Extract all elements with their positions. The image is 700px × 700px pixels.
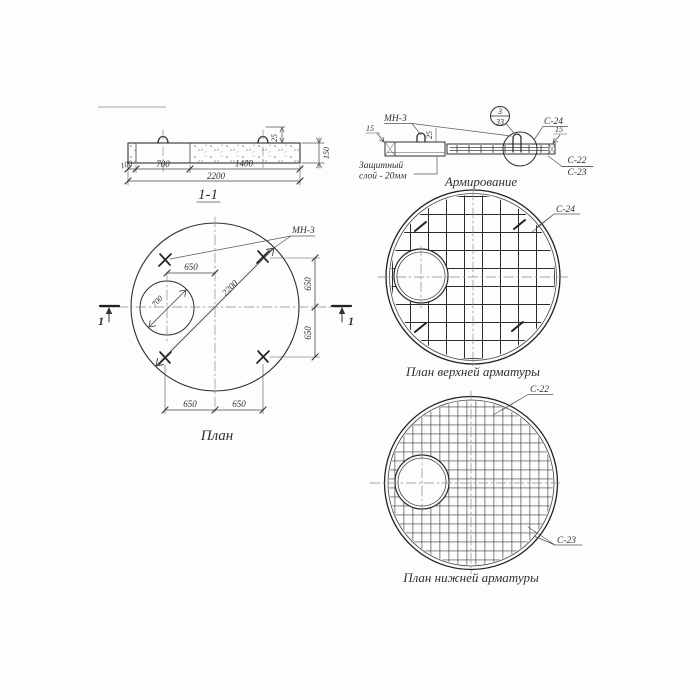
balloon-sheet-number: 33 [496,117,504,127]
dim-650-bottom-left: 650 [183,399,197,409]
dim-left-label: 15 [366,124,374,133]
protective-layer-note [359,157,437,182]
plan-label-mn3: МН-3 [292,226,315,236]
lifting-loop-left [417,128,436,142]
dim-diameter: 2200 [219,277,240,298]
dim-650-right-upper: 650 [303,277,313,291]
bottom-650-dimensions [162,364,266,414]
dim-hole: 700 [149,293,165,309]
hook-height-dimension [266,127,285,143]
section-1-1 [119,127,331,203]
plan-view [98,217,354,444]
dim-700: 700 [156,159,170,169]
dim-left-15 [366,124,384,142]
dim-100: 100 [119,158,134,171]
lower-mesh-title: План нижней арматуры [403,570,539,585]
dim-right-15 [553,125,567,143]
label-c22: С-22 [567,156,587,166]
section-mark-right [332,306,354,328]
detail-balloon [491,107,515,134]
section-mark-right-label: 1 [348,314,354,328]
dim-650-right-lower: 650 [303,326,313,340]
section-mark-left-label: 1 [98,314,104,328]
balloon-detail-number: 3 [498,107,502,116]
upper-label-c24: С-24 [556,205,575,215]
hole-dimension [149,290,186,327]
label-c23: С-23 [567,168,587,178]
reinforcement-title: Армирование [444,174,518,189]
slab-profile-right [447,144,555,154]
label-c24: С-24 [544,117,563,127]
lower-label-c23: С-23 [557,536,576,546]
centerlines [100,217,348,414]
right-650-dimensions [270,255,320,360]
dim-right-label: 15 [555,125,563,134]
dim-650-bottom-right: 650 [232,399,246,409]
upper-mesh-title: План верхней арматуры [406,364,540,379]
label-mn3-callout [383,114,511,136]
reinforcement-section [359,107,593,190]
note-line1: Защитный [359,161,404,171]
dim-2200: 2200 [207,171,225,181]
slab-profile-left [385,142,445,156]
top-650-dimension [164,262,218,276]
dim-loop-height: 25 [425,131,434,139]
lower-mesh-plan [370,385,582,585]
upper-mesh-plan [378,190,580,379]
note-line2: слой - 20мм [359,171,407,182]
plan-mn3-callout [170,226,315,259]
dim-1400: 1400 [235,158,253,169]
section-mark-left [98,306,119,328]
plan-title: План [200,428,234,444]
dim-hook-height: 25 [270,134,279,142]
lower-label-c22: С-22 [530,385,549,395]
section-title: 1-1 [198,187,218,203]
dim-slab-height: 150 [322,147,331,159]
dim-650-top: 650 [184,262,198,272]
slab-outline [128,143,300,163]
height-dimension [302,138,331,168]
label-mn3: МН-3 [384,114,407,124]
label-c22-c23-callout [548,156,593,178]
